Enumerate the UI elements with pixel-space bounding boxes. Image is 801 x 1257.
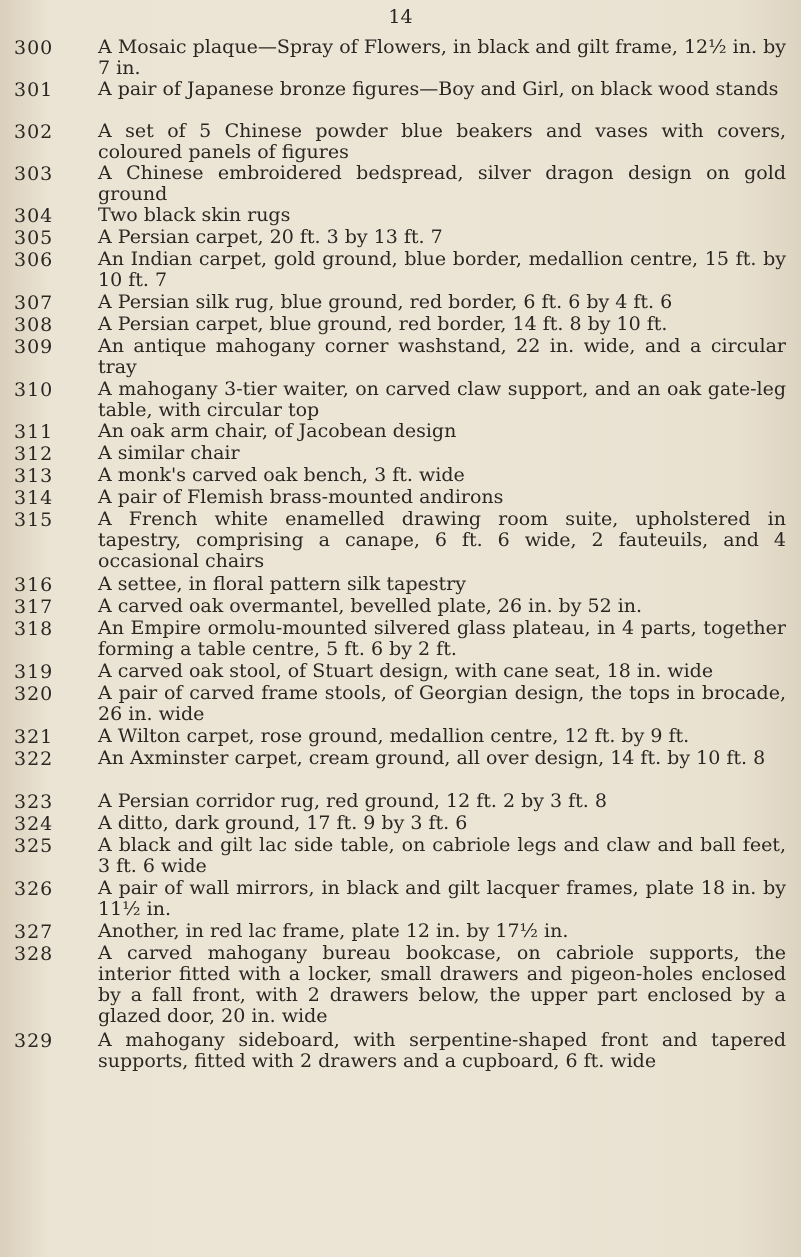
lot-description: A Persian silk rug, blue ground, red border, 6 ft. 6 by 4 ft. 6: [98, 291, 673, 313]
lot-description: An Axminster carpet, cream ground, all over design, 14 ft. by 10 ft. 8: [98, 747, 766, 769]
lot-number: 326: [14, 878, 54, 900]
lot-number: 310: [14, 379, 54, 401]
lot-number: 303: [14, 163, 54, 185]
lot-description: A mahogany 3-tier waiter, on carved claw support, and an oak gate-leg table, with circular top: [98, 378, 786, 421]
lot-number: 300: [14, 37, 54, 59]
lot-number: 313: [14, 465, 54, 487]
lot-number: 304: [14, 205, 54, 227]
lot-description: A pair of wall mirrors, in black and gilt lacquer frames, plate 18 in. by 11½ in.: [98, 877, 786, 920]
lot-description: A carved mahogany bureau bookcase, on cabriole supports, the interior fitted with a locker, small drawers and pigeon-holes enclosed by a fall front, with 2 drawers below, the upper part enclosed by a glazed door, 20 in. wide: [98, 942, 786, 1027]
lot-description: A carved oak stool, of Stuart design, with cane seat, 18 in. wide: [98, 660, 714, 682]
lot-number: 308: [14, 314, 54, 336]
lot-description: A carved oak overmantel, bevelled plate, 26 in. by 52 in.: [98, 595, 643, 617]
lot-number: 315: [14, 509, 54, 531]
lot-description: An antique mahogany corner washstand, 22 in. wide, and a circular tray: [98, 335, 786, 378]
lot-number: 312: [14, 443, 54, 465]
lot-number: 302: [14, 121, 54, 143]
lot-number: 305: [14, 227, 54, 249]
lot-number: 318: [14, 618, 54, 640]
lot-number: 327: [14, 921, 54, 943]
lot-description: An oak arm chair, of Jacobean design: [98, 420, 457, 442]
lot-description: A Persian carpet, 20 ft. 3 by 13 ft. 7: [98, 226, 443, 248]
lot-description: A Chinese embroidered bedspread, silver dragon design on gold ground: [98, 162, 786, 205]
lot-number: 325: [14, 835, 54, 857]
lot-number: 317: [14, 596, 54, 618]
lot-description: A Mosaic plaque—Spray of Flowers, in black and gilt frame, 12½ in. by 7 in.: [98, 36, 786, 79]
lot-number: 307: [14, 292, 54, 314]
lot-description: An Indian carpet, gold ground, blue border, medallion centre, 15 ft. by 10 ft. 7: [98, 248, 786, 291]
lot-description: A Wilton carpet, rose ground, medallion centre, 12 ft. by 9 ft.: [98, 725, 690, 747]
lot-description: A similar chair: [98, 442, 240, 464]
lot-description: A pair of carved frame stools, of Georgian design, the tops in brocade, 26 in. wide: [98, 682, 786, 725]
lot-number: 323: [14, 791, 54, 813]
lot-description: A Persian corridor rug, red ground, 12 ft. 2 by 3 ft. 8: [98, 790, 607, 812]
lot-description: A black and gilt lac side table, on cabriole legs and claw and ball feet, 3 ft. 6 wide: [98, 834, 786, 877]
lot-description: A set of 5 Chinese powder blue beakers and vases with covers, coloured panels of figures: [98, 120, 786, 163]
lot-number: 306: [14, 249, 54, 271]
lot-number: 309: [14, 336, 54, 358]
lot-description: A pair of Japanese bronze figures—Boy and Girl, on black wood stands: [98, 78, 779, 100]
lot-number: 314: [14, 487, 54, 509]
lot-number: 301: [14, 79, 54, 101]
lot-description: A mahogany sideboard, with serpentine-shaped front and tapered supports, fitted with 2 drawers and a cupboard, 6 ft. wide: [98, 1029, 786, 1072]
lot-description: A settee, in floral pattern silk tapestry: [98, 573, 466, 595]
lot-number: 311: [14, 421, 54, 443]
lot-number: 319: [14, 661, 54, 683]
lot-description: A monk's carved oak bench, 3 ft. wide: [98, 464, 465, 486]
lot-number: 328: [14, 943, 54, 965]
lot-description: A French white enamelled drawing room suite, upholstered in tapestry, comprising a canape, 6 ft. 6 wide, 2 fauteuils, and 4 occasional chairs: [98, 508, 786, 572]
lot-number: 321: [14, 726, 54, 748]
lot-description: Two black skin rugs: [98, 204, 291, 226]
lot-number: 322: [14, 748, 54, 770]
lot-number: 324: [14, 813, 54, 835]
lot-number: 320: [14, 683, 54, 705]
lot-description: A Persian carpet, blue ground, red border, 14 ft. 8 by 10 ft.: [98, 313, 668, 335]
lot-description: An Empire ormolu-mounted silvered glass plateau, in 4 parts, together forming a table centre, 5 ft. 6 by 2 ft.: [98, 617, 786, 660]
lot-number: 329: [14, 1030, 54, 1052]
lot-description: Another, in red lac frame, plate 12 in. by 17½ in.: [98, 920, 569, 942]
lot-description: A ditto, dark ground, 17 ft. 9 by 3 ft. 6: [98, 812, 468, 834]
lot-number: 316: [14, 574, 54, 596]
lot-description: A pair of Flemish brass-mounted andirons: [98, 486, 504, 508]
page-number: 14: [388, 6, 413, 28]
